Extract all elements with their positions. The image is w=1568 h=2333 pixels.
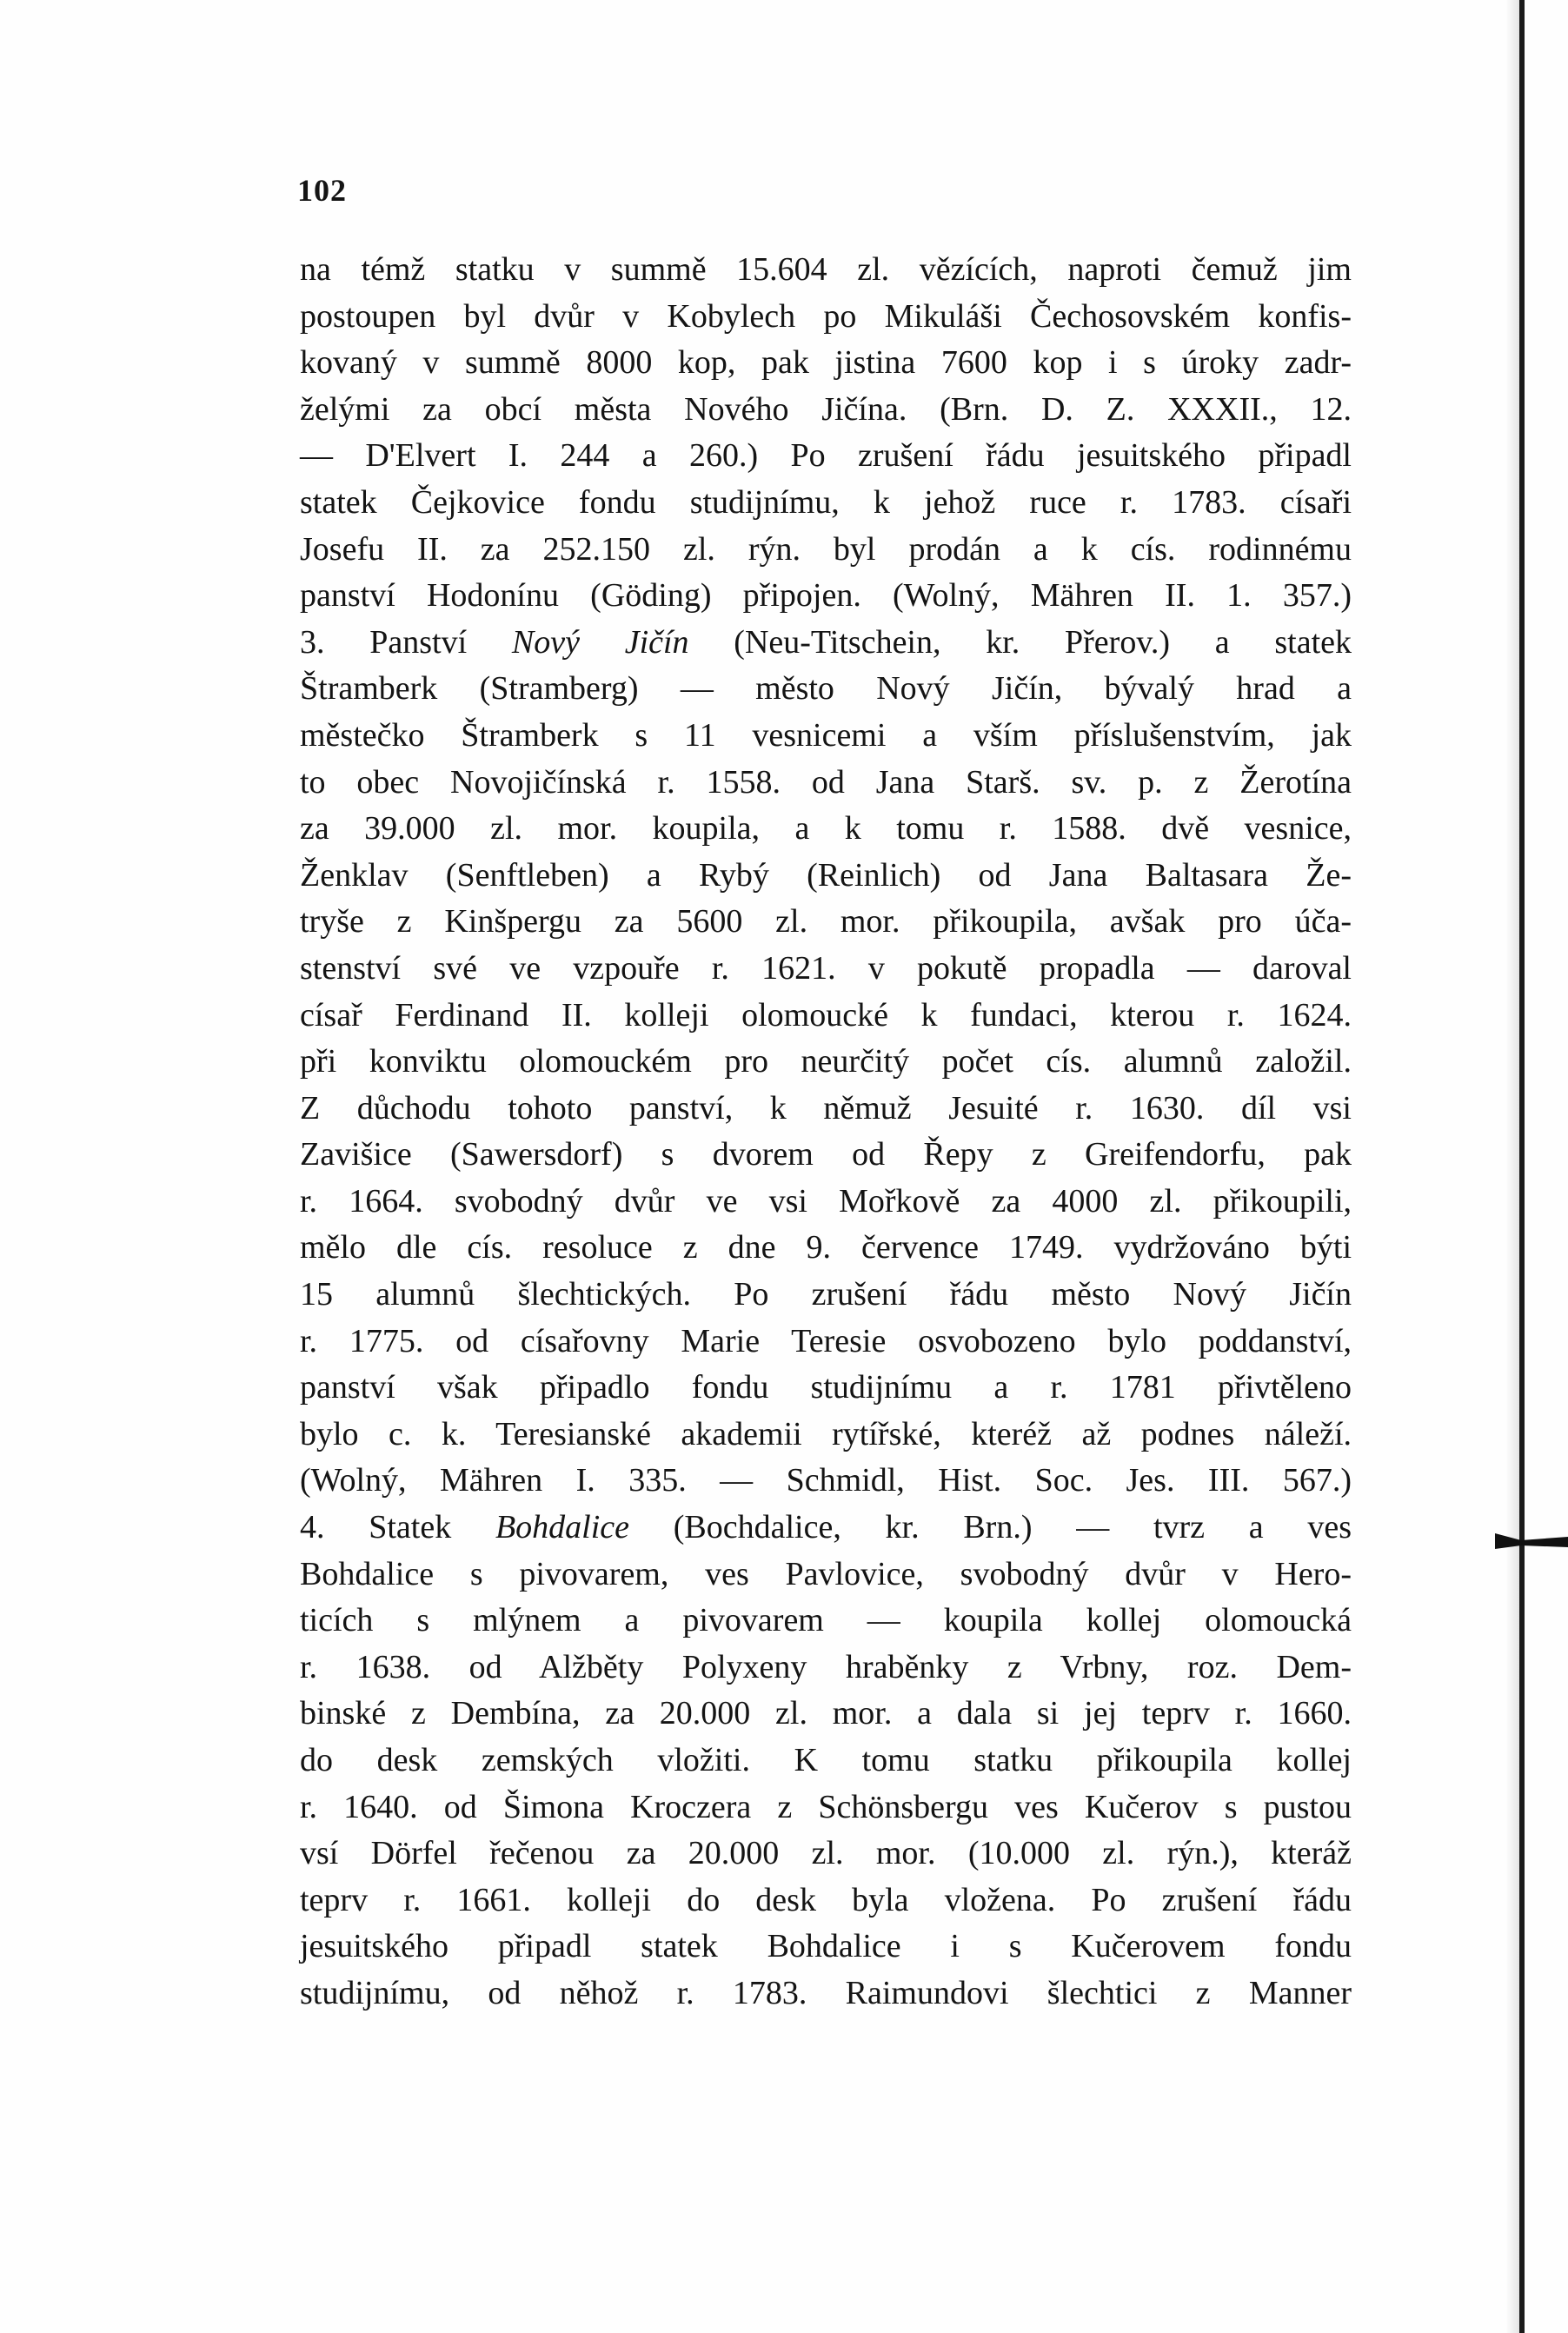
text-line: [300, 1225, 1352, 1272]
text-segment: (Neu-Titschein, kr. Přerov.) a statek: [688, 623, 1352, 661]
text-line: [300, 294, 1352, 341]
text-segment: (Bochdalice, kr. Brn.) — tvrz a ves: [629, 1509, 1352, 1546]
text-segment: r. 1664. svobodný dvůr ve vsi Mořkově za 4000 zl. přikoupili,: [300, 1182, 1352, 1220]
text-segment: Josefu II. za 252.150 zl. rýn. byl prodán a k cís. rodinnému: [300, 530, 1352, 568]
text-segment: r. 1640. od Šimona Kroczera z Schönsbergu ves Kučerov s pustou: [300, 1788, 1352, 1825]
text-segment: na témž statku v summě 15.604 zl. vězících, naproti čemuž jim: [300, 251, 1352, 288]
text-segment: želými za obcí města Nového Jičína. (Brn. D. Z. XXXII., 12.: [300, 390, 1352, 428]
text-segment: vsí Dörfel řečenou za 20.000 zl. mor. (10.000 zl. rýn.), kteráž: [300, 1835, 1352, 1872]
text-segment: stenství své ve vzpouře r. 1621. v pokutě propadla — daroval: [300, 949, 1352, 987]
text-segment: 4. Statek: [300, 1509, 495, 1546]
text-segment: postoupen byl dvůr v Kobylech po Mikuláši Čechosovském konfis-: [300, 297, 1352, 335]
text-segment: to obec Novojičínská r. 1558. od Jana Starš. sv. p. z Žerotína: [300, 763, 1352, 801]
text-segment: r. 1638. od Alžběty Polyxeny hraběnky z Vrbny, roz. Dem-: [300, 1648, 1352, 1685]
text-segment: panství však připadlo fondu studijnímu a r. 1781 přivtěleno: [300, 1369, 1352, 1406]
text-line: [300, 1924, 1352, 1971]
text-segment: Zavišice (Sawersdorf) s dvorem od Řepy z Greifendorfu, pak: [300, 1136, 1352, 1173]
text-line: [300, 713, 1352, 760]
text-line: [300, 1598, 1352, 1645]
text-segment: studijnímu, od něhož r. 1783. Raimundovi šlechtici z Manner: [300, 1974, 1352, 2011]
text-line: [300, 760, 1352, 807]
text-segment: ticích s mlýnem a pivovarem — koupila kollej olomoucká: [300, 1602, 1352, 1639]
text-segment: statek Čejkovice fondu studijnímu, k jehož ruce r. 1783. císaři: [300, 483, 1352, 521]
page-number: 102: [297, 173, 347, 208]
body-text: [300, 247, 1352, 2017]
page-tab-mark: [1495, 1528, 1568, 1554]
text-segment: tryše z Kinšpergu za 5600 zl. mor. přikoupila, avšak pro úča-: [300, 903, 1352, 941]
text-line: [300, 1458, 1352, 1505]
text-line: [300, 340, 1352, 387]
italic-place-name: Bohdalice: [495, 1509, 630, 1546]
text-line: [300, 1412, 1352, 1459]
text-segment: císař Ferdinand II. kolleji olomoucké k fundaci, kterou r. 1624.: [300, 996, 1352, 1034]
text-line: [300, 620, 1352, 667]
book-spine-edge: [1519, 0, 1525, 2333]
text-line: [300, 946, 1352, 993]
text-line: [300, 1971, 1352, 2017]
text-segment: Z důchodu tohoto panství, k němuž Jesuité r. 1630. díl vsi: [300, 1089, 1352, 1127]
text-line: [300, 1039, 1352, 1086]
text-line: [300, 1691, 1352, 1738]
text-segment: r. 1775. od císařovny Marie Teresie osvobozeno bylo poddanství,: [300, 1322, 1352, 1359]
text-line: [300, 573, 1352, 620]
italic-place-name: Nový Jičín: [511, 623, 689, 661]
text-segment: kovaný v summě 8000 kop, pak jistina 7600 kop i s úroky zadr-: [300, 344, 1352, 382]
text-segment: Bohdalice s pivovarem, ves Pavlovice, svobodný dvůr v Hero-: [300, 1555, 1352, 1592]
text-segment: městečko Štramberk s 11 vesnicemi a vším příslušenstvím, jak: [300, 716, 1352, 754]
text-line: [300, 1831, 1352, 1878]
text-line: [300, 806, 1352, 853]
text-line: [300, 247, 1352, 294]
text-line: [300, 1179, 1352, 1226]
text-segment: — D'Elvert I. 244 a 260.) Po zrušení řádu jesuitského připadl: [300, 437, 1352, 475]
text-line: [300, 527, 1352, 574]
text-line: [300, 1785, 1352, 1831]
text-line: [300, 853, 1352, 900]
text-line: [300, 387, 1352, 434]
text-line: [300, 1132, 1352, 1179]
text-segment: 15 alumnů šlechtických. Po zrušení řádu město Nový Jičín: [300, 1276, 1352, 1313]
text-line: [300, 993, 1352, 1040]
text-segment: při konviktu olomouckém pro neurčitý počet cís. alumnů založil.: [300, 1043, 1352, 1080]
text-segment: Štramberk (Stramberg) — město Nový Jičín, bývalý hrad a: [300, 670, 1352, 708]
text-segment: mělo dle cís. resoluce z dne 9. července 1749. vydržováno býti: [300, 1229, 1352, 1266]
text-line: [300, 1272, 1352, 1319]
text-line: [300, 1552, 1352, 1599]
text-line: [300, 1319, 1352, 1366]
text-segment: panství Hodonínu (Göding) připojen. (Wolný, Mähren II. 1. 357.): [300, 577, 1352, 615]
text-line: [300, 480, 1352, 527]
text-segment: do desk zemských vložiti. K tomu statku přikoupila kollej: [300, 1742, 1352, 1778]
text-line: [300, 1738, 1352, 1785]
text-segment: binské z Dembína, za 20.000 zl. mor. a dala si jej teprv r. 1660.: [300, 1695, 1352, 1732]
text-line: [300, 433, 1352, 480]
text-line: [300, 1878, 1352, 1924]
text-line: [300, 1086, 1352, 1133]
text-line: [300, 1505, 1352, 1552]
text-segment: bylo c. k. Teresianské akademii rytířské, kteréž až podnes náleží.: [300, 1415, 1352, 1452]
text-segment: teprv r. 1661. kolleji do desk byla vložena. Po zrušení řádu: [300, 1881, 1352, 1918]
text-segment: 3. Panství: [300, 623, 512, 661]
text-segment: jesuitského připadl statek Bohdalice i s Kučerovem fondu: [300, 1928, 1352, 1965]
spine-shadow: [1505, 0, 1519, 2333]
text-line: [300, 899, 1352, 946]
text-segment: Ženklav (Senftleben) a Rybý (Reinlich) od Jana Baltasara Že-: [300, 856, 1352, 894]
text-line: [300, 666, 1352, 713]
text-line: [300, 1645, 1352, 1692]
text-segment: za 39.000 zl. mor. koupila, a k tomu r. 1588. dvě vesnice,: [300, 810, 1352, 847]
text-line: [300, 1365, 1352, 1412]
text-segment: (Wolný, Mähren I. 335. — Schmidl, Hist. Soc. Jes. III. 567.): [300, 1462, 1352, 1499]
